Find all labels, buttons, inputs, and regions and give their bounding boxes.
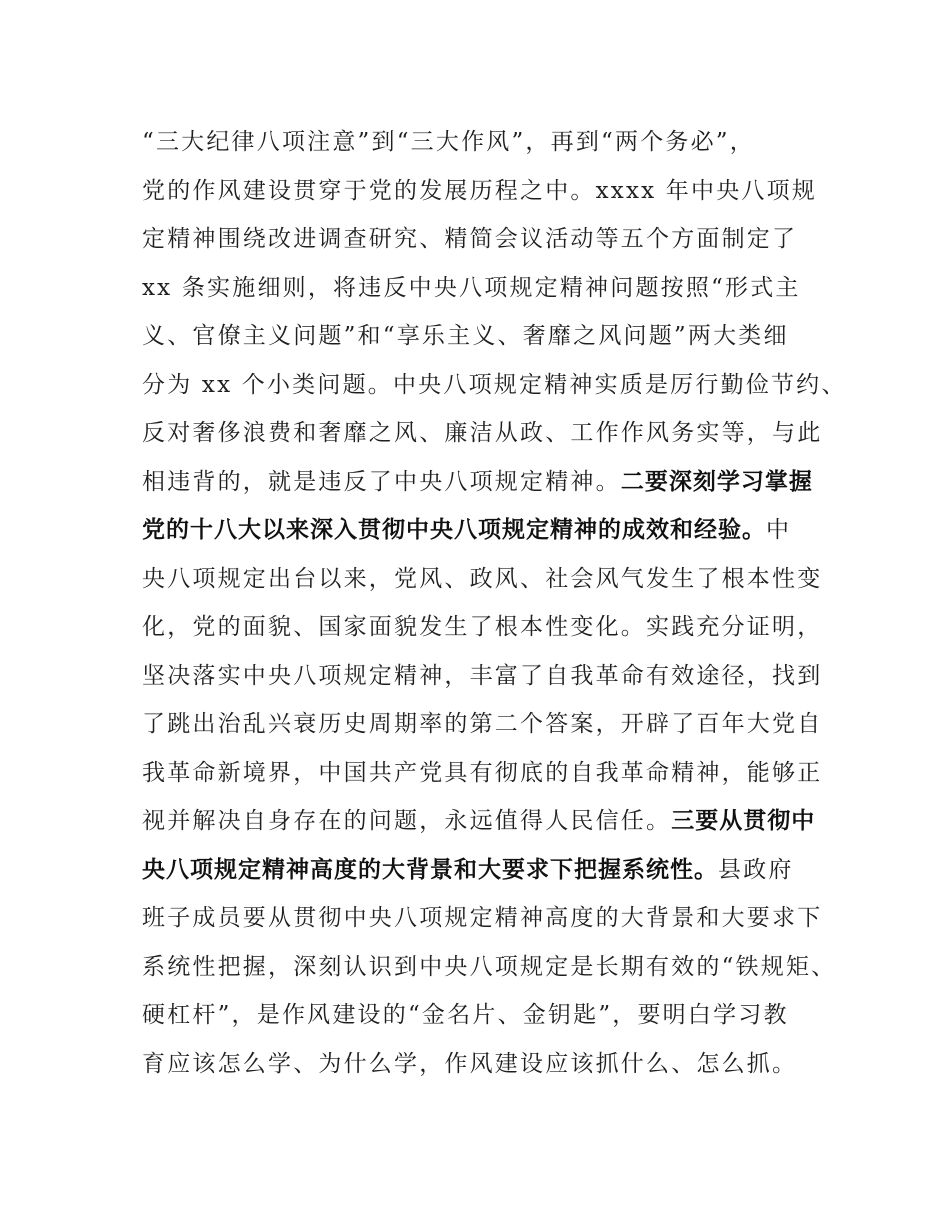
text-line [142,749,842,798]
text-line [142,991,842,1040]
text-line [142,458,842,507]
body-text: “三大纪律八项注意”到“三大作风”，再到“两个务必”， [142,129,755,155]
text-line [142,361,847,410]
text-line [142,506,842,555]
text-line [142,409,842,458]
body-text: 反对奢侈浪费和奢靡之风、廉洁从政、工作作风务实等，与此 [142,420,823,446]
body-text: xx 条实施细则，将违反中央八项规定精神问题按照“形式主 [142,274,801,301]
text-line [142,167,842,216]
bold-heading-text: 党的十八大以来深入贯彻中央八项规定精神的成效和经验。 [142,517,766,543]
body-text: 系统性把握，深刻认识到中央八项规定是长期有效的“铁规矩、 [142,953,837,980]
text-line [142,215,842,264]
body-text: 相违背的，就是违反了中央八项规定精神。 [142,468,621,495]
text-line [142,603,842,652]
bold-heading-text: 二要深刻学习掌握 [620,468,813,495]
bold-heading-text: 央八项规定精神高度的大背景和大要求下把握系统性。 [142,856,718,883]
body-text: 定精神围绕改进调查研究、精简会议活动等五个方面制定了 [142,226,798,252]
body-text: 视并解决自身存在的问题，永远值得人民信任。 [142,808,672,834]
body-text: 分为 xx 个小类问题。中央八项规定精神实质是厉行勤俭节约、 [142,371,847,398]
body-text: 坚决落实中央八项规定精神，丰富了自我革命有效途径，找到 [142,662,823,689]
text-line [142,312,842,361]
body-text: 中 [766,517,792,543]
body-text: 育应该怎么学、为什么学，作风建设应该抓什么、怎么抓。 [142,1050,798,1077]
body-text: 县政府 [718,856,794,883]
text-line [142,118,842,167]
body-text: 了跳出治乱兴衰历史周期率的第二个答案，开辟了百年大党自 [142,711,823,737]
text-line [142,846,842,895]
text-line [142,943,842,992]
body-text: 化，党的面貌、国家面貌发生了根本性变化。实践充分证明， [142,614,823,640]
text-line [142,797,842,846]
body-text: 党的作风建设贯穿于党的发展历程之中。xxxx 年中央八项规 [142,177,817,204]
text-line [142,652,842,701]
body-text: 央八项规定出台以来，党风、政风、社会风气发生了根本性变 [142,565,823,592]
text-line [142,700,842,749]
body-text: 班子成员要从贯彻中央八项规定精神高度的大背景和大要求下 [142,905,823,931]
text-line [142,1040,842,1089]
text-line [142,264,842,313]
text-line [142,555,842,604]
bold-heading-text: 三要从贯彻中 [671,808,816,834]
body-text: 硬杠杆”，是作风建设的“金名片、金钥匙”，要明白学习教 [142,1002,789,1028]
body-text: 义、官僚主义问题”和“享乐主义、奢靡之风问题”两大类细 [142,323,789,349]
body-text: 我革命新境界，中国共产党具有彻底的自我革命精神，能够正 [142,759,823,786]
text-line [142,894,842,943]
body-paragraph [142,118,847,1088]
